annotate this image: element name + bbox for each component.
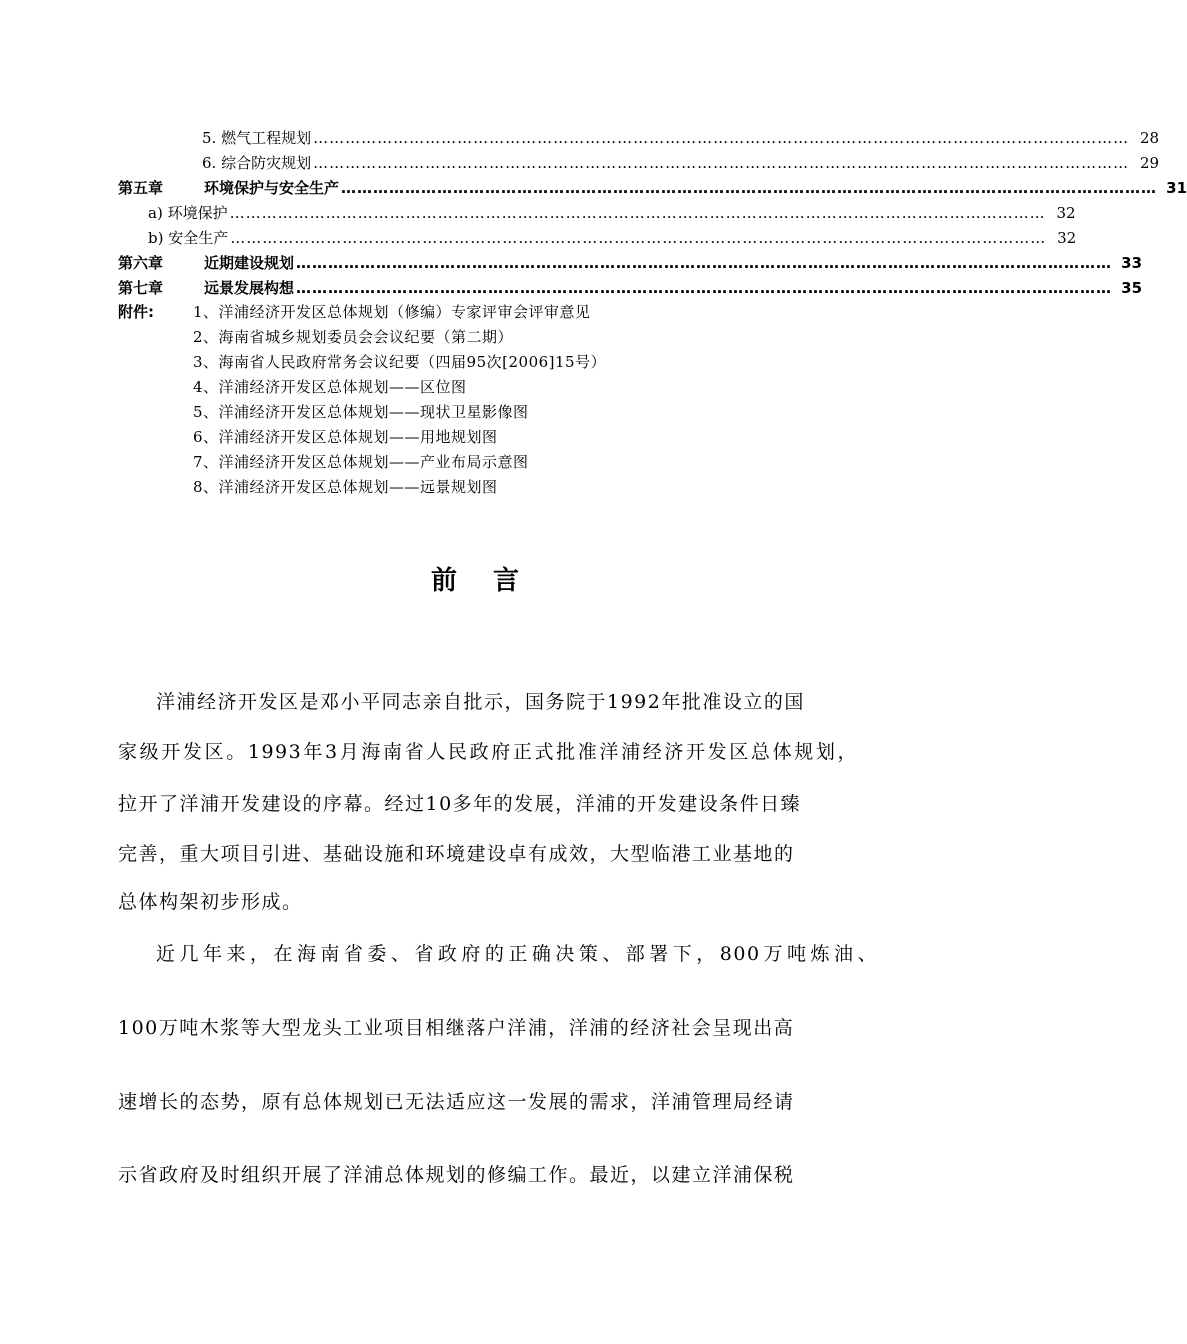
toc-page-number: 28 <box>1140 129 1160 147</box>
toc-entry[interactable] <box>148 203 1076 223</box>
preface-line: 示省政府及时组织开展了洋浦总体规划的修编工作。最近，以建立洋浦保税 <box>118 1164 795 1186</box>
toc-chapter-entry[interactable] <box>118 253 1143 273</box>
toc-entry-label: 5. 燃气工程规划 <box>202 129 312 147</box>
toc-page-number: 32 <box>1057 229 1077 247</box>
attachment-item: 3、海南省人民政府常务会议纪要（四届95次[2006]15号） <box>193 353 607 371</box>
attachments-label: 附件: <box>118 303 154 321</box>
attachment-item: 5、洋浦经济开发区总体规划——现状卫星影像图 <box>193 403 529 421</box>
attachment-item: 6、洋浦经济开发区总体规划——用地规划图 <box>193 428 498 446</box>
preface-line: 拉开了洋浦开发建设的序幕。经过10多年的发展，洋浦的开发建设条件日臻 <box>118 793 802 815</box>
preface-line: 洋浦经济开发区是邓小平同志亲自批示，国务院于1992年批准设立的国 <box>156 691 805 713</box>
toc-chapter-number: 第六章 <box>118 254 164 272</box>
preface-line: 完善，重大项目引进、基础设施和环境建设卓有成效，大型临港工业基地的 <box>118 843 795 865</box>
preface-line: 近几年来，在海南省委、省政府的正确决策、部署下，800万吨炼油、 <box>156 943 878 965</box>
toc-page-number: 33 <box>1121 254 1143 272</box>
preface-line: 总体构架初步形成。 <box>118 891 303 913</box>
attachment-item: 7、洋浦经济开发区总体规划——产业布局示意图 <box>193 453 529 471</box>
attachment-item: 1、洋浦经济开发区总体规划（修编）专家评审会评审意见 <box>193 303 591 321</box>
toc-chapter-title: 环境保护与安全生产 <box>204 179 340 197</box>
preface-line: 速增长的态势，原有总体规划已无法适应这一发展的需求，洋浦管理局经请 <box>118 1091 795 1113</box>
toc-leader: ……………………………………………………………………………………………………………………………………… <box>229 204 1046 222</box>
attachment-item: 2、海南省城乡规划委员会会议纪要（第二期） <box>193 328 514 346</box>
toc-chapter-title: 近期建设规划 <box>204 254 295 272</box>
toc-page-number: 35 <box>1121 279 1143 297</box>
toc-chapter-number: 第五章 <box>118 179 164 197</box>
attachment-item: 8、洋浦经济开发区总体规划——远景规划图 <box>193 478 498 496</box>
toc-entry[interactable] <box>202 128 1160 148</box>
toc-leader: ……………………………………………………………………………………………………………………………………… <box>296 279 1113 297</box>
preface-line: 100万吨木浆等大型龙头工业项目相继落户洋浦，洋浦的经济社会呈现出高 <box>118 1017 795 1039</box>
toc-page-number: 31 <box>1166 179 1187 197</box>
toc-leader: ……………………………………………………………………………………………………………………………………… <box>341 179 1158 197</box>
toc-leader: ……………………………………………………………………………………………………………………………………… <box>313 129 1130 147</box>
toc-leader: ……………………………………………………………………………………………………………………………………… <box>296 254 1113 272</box>
preface-line: 家级开发区。1993年3月海南省人民政府正式批准洋浦经济开发区总体规划， <box>118 741 858 763</box>
toc-page-number: 32 <box>1056 204 1076 222</box>
toc-entry-label: a) 环境保护 <box>148 204 228 222</box>
toc-chapter-number: 第七章 <box>118 279 164 297</box>
toc-leader: ……………………………………………………………………………………………………………………………………… <box>230 229 1047 247</box>
toc-entry-label: b) 安全生产 <box>148 229 229 247</box>
toc-chapter-entry[interactable] <box>118 178 1187 198</box>
toc-leader: ……………………………………………………………………………………………………………………………………… <box>313 154 1130 172</box>
toc-entry-label: 6. 综合防灾规划 <box>202 154 312 172</box>
toc-chapter-title: 远景发展构想 <box>204 279 295 297</box>
toc-entry[interactable] <box>202 153 1160 173</box>
toc-entry[interactable] <box>148 228 1077 248</box>
attachment-item: 4、洋浦经济开发区总体规划——区位图 <box>193 378 467 396</box>
toc-chapter-entry[interactable] <box>118 278 1143 298</box>
toc-page-number: 29 <box>1140 154 1160 172</box>
preface-title: 前言 <box>430 566 555 596</box>
